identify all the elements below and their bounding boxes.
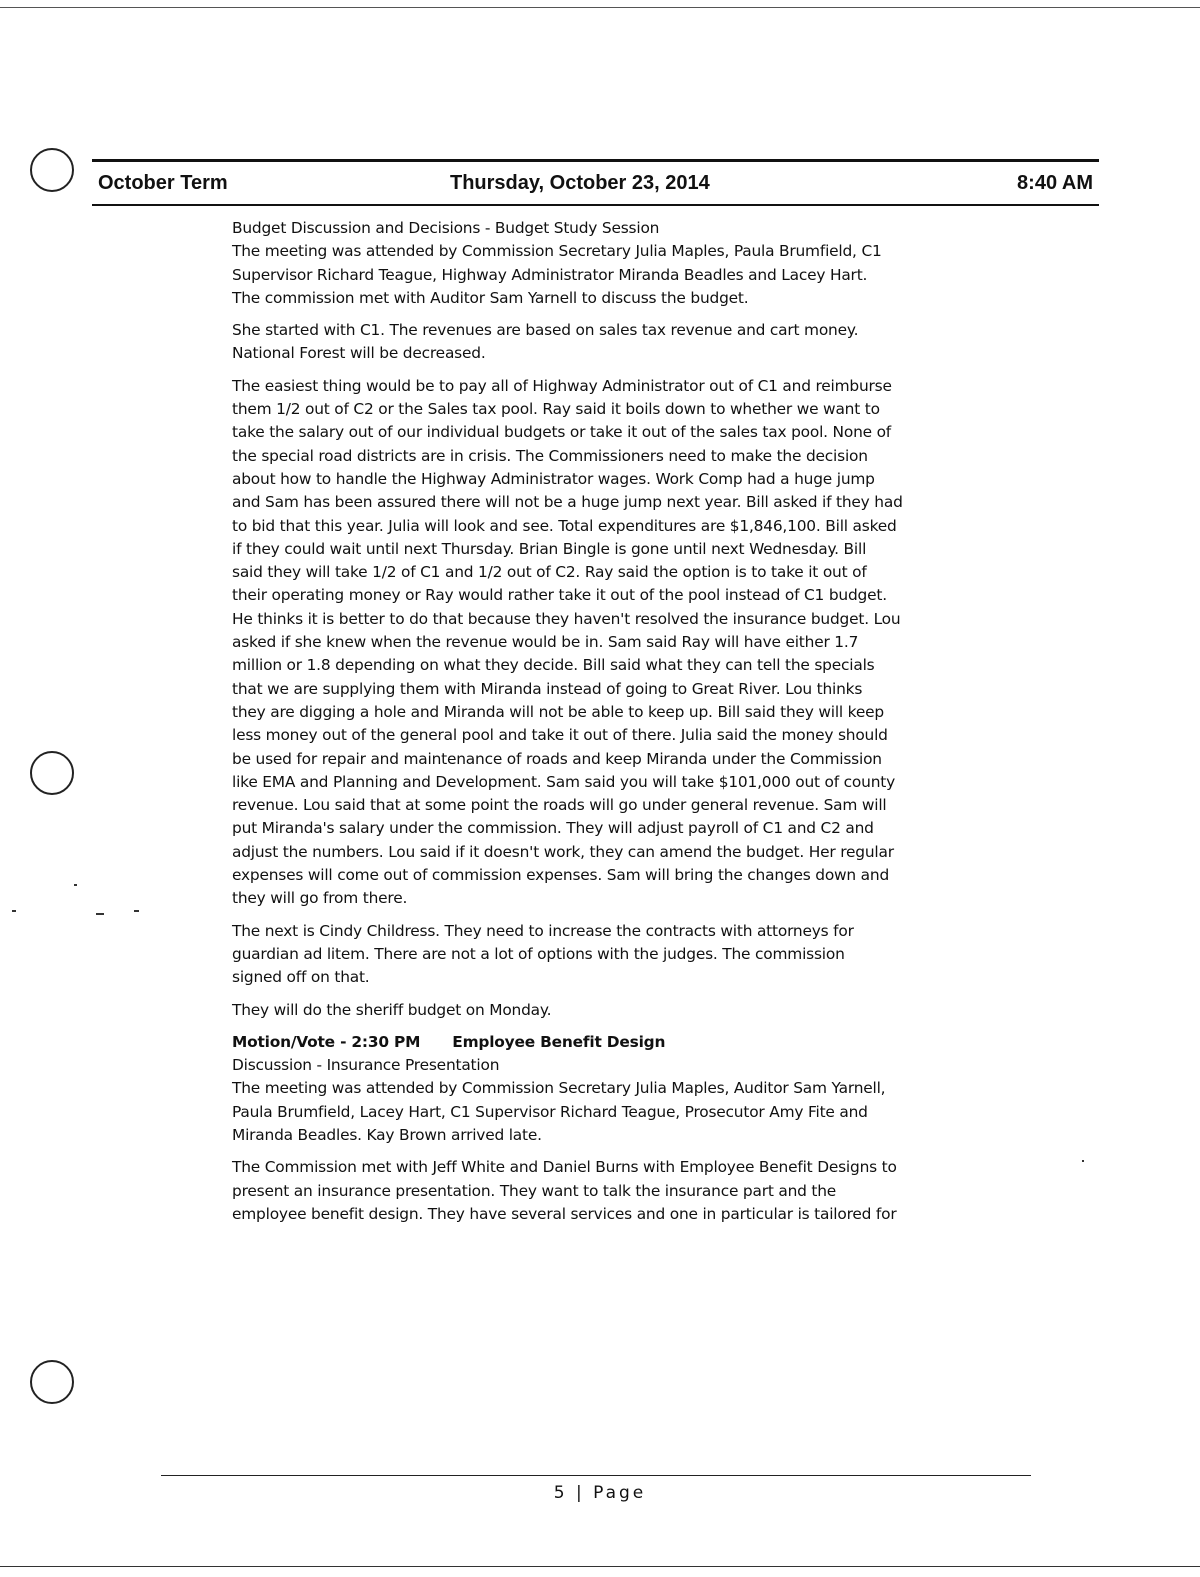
- scan-speck: [1082, 1160, 1084, 1162]
- motion-heading: [232, 1031, 1047, 1054]
- text-line: said they will take 1/2 of C1 and 1/2 out of C2. Ray said the option is to take it out of: [232, 563, 867, 582]
- text-line: signed off on that.: [232, 968, 370, 987]
- text-line: their operating money or Ray would rather take it out of the pool instead of C1 budget.: [232, 586, 887, 605]
- scan-bottom-edge: [0, 1566, 1200, 1567]
- text-line: Paula Brumfield, Lacey Hart, C1 Supervisor Richard Teague, Prosecutor Amy Fite and: [232, 1102, 868, 1121]
- text-line: take the salary out of our individual budgets or take it out of the sales tax pool. None of: [232, 423, 892, 442]
- text-line: they are digging a hole and Miranda will not be able to keep up. Bill said they will keep: [232, 702, 884, 721]
- text-line: less money out of the general pool and take it out of there. Julia said the money should: [232, 726, 888, 745]
- page-number: 5 | Page: [553, 1483, 647, 1503]
- punch-hole-icon: [30, 751, 74, 795]
- text-line: be used for repair and maintenance of roads and keep Miranda under the Commission: [232, 749, 882, 768]
- session-title: Budget Discussion and Decisions - Budget Study Session: [232, 219, 660, 237]
- text-line: adjust the numbers. Lou said if it doesn't work, they can amend the budget. Her regular: [232, 842, 894, 861]
- text-line: that we are supplying them with Miranda instead of going to Great River. Lou thinks: [232, 679, 863, 698]
- text-line: about how to handle the Highway Administrator wages. Work Comp had a huge jump: [232, 469, 875, 488]
- punch-hole-icon: [30, 148, 74, 192]
- scan-speck: [134, 910, 139, 912]
- text-line: the special road districts are in crisis. The Commissioners need to make the decision: [232, 446, 868, 465]
- scan-speck: [96, 913, 104, 915]
- text-line: National Forest will be decreased.: [232, 344, 486, 363]
- paragraph: [232, 375, 1047, 911]
- punch-hole-icon: [30, 1360, 74, 1404]
- text-line: like EMA and Planning and Development. Sam said you will take $101,000 out of county: [232, 772, 896, 791]
- text-line: put Miranda's salary under the commission. They will adjust payroll of C1 and C2 and: [232, 819, 874, 838]
- motion-label: Motion/Vote - 2:30 PM: [232, 1032, 421, 1051]
- paragraph: [232, 920, 1047, 990]
- header-term: October Term: [98, 172, 228, 194]
- text-line: they will go from there.: [232, 889, 408, 908]
- header-time: 8:40 AM: [1017, 172, 1093, 194]
- scan-speck: [74, 884, 77, 886]
- text-line: million or 1.8 depending on what they decide. Bill said what they can tell the specials: [232, 656, 875, 675]
- insurance-session-block: [232, 1031, 1047, 1147]
- minutes-body: [232, 217, 1047, 1235]
- motion-title: Employee Benefit Design: [452, 1032, 666, 1051]
- header-date: Thursday, October 23, 2014: [450, 172, 710, 194]
- text-line: She started with C1. The revenues are based on sales tax revenue and cart money.: [232, 321, 859, 340]
- text-line: revenue. Lou said that at some point the roads will go under general revenue. Sam will: [232, 796, 887, 815]
- text-line: to bid that this year. Julia will look and see. Total expenditures are $1,846,100. Bill asked: [232, 516, 897, 535]
- paragraph: [232, 1156, 1047, 1226]
- text-line: They will do the sheriff budget on Monday.: [232, 1000, 552, 1019]
- header-rule-top: [92, 159, 1099, 162]
- discussion-title: Discussion - Insurance Presentation: [232, 1056, 500, 1075]
- text-line: The meeting was attended by Commission Secretary Julia Maples, Auditor Sam Yarnell,: [232, 1079, 886, 1098]
- text-line: The meeting was attended by Commission Secretary Julia Maples, Paula Brumfield, C1: [232, 242, 882, 261]
- text-line: if they could wait until next Thursday. Brian Bingle is gone until next Wednesday. Bill: [232, 539, 867, 558]
- text-line: The next is Cindy Childress. They need to increase the contracts with attorneys for: [232, 921, 854, 940]
- scan-speck: [12, 910, 16, 912]
- text-line: them 1/2 out of C2 or the Sales tax pool. Ray said it boils down to whether we want to: [232, 400, 880, 419]
- text-line: The commission met with Auditor Sam Yarnell to discuss the budget.: [232, 288, 749, 307]
- text-line: He thinks it is better to do that because they haven't resolved the insurance budget. Lou: [232, 609, 901, 628]
- paragraph: [232, 999, 1047, 1022]
- text-line: Supervisor Richard Teague, Highway Administrator Miranda Beadles and Lacey Hart.: [232, 265, 868, 284]
- text-line: The Commission met with Jeff White and Daniel Burns with Employee Benefit Designs to: [232, 1158, 897, 1177]
- text-line: guardian ad litem. There are not a lot of options with the judges. The commission: [232, 944, 845, 963]
- text-line: asked if she knew when the revenue would be in. Sam said Ray will have either 1.7: [232, 633, 859, 652]
- footer-rule: [161, 1475, 1031, 1476]
- page-header: [98, 170, 1093, 200]
- scan-top-edge: [0, 7, 1200, 8]
- text-line: present an insurance presentation. They want to talk the insurance part and the: [232, 1181, 837, 1200]
- text-line: expenses will come out of commission expenses. Sam will bring the changes down and: [232, 866, 890, 885]
- text-line: Miranda Beadles. Kay Brown arrived late.: [232, 1125, 542, 1144]
- paragraph: [232, 319, 1047, 366]
- budget-session-block: [232, 217, 1047, 310]
- text-line: and Sam has been assured there will not be a huge jump next year. Bill asked if they had: [232, 493, 903, 512]
- text-line: The easiest thing would be to pay all of Highway Administrator out of C1 and reimburse: [232, 376, 892, 395]
- header-rule-bottom: [92, 204, 1099, 206]
- text-line: employee benefit design. They have several services and one in particular is tailored for: [232, 1204, 897, 1223]
